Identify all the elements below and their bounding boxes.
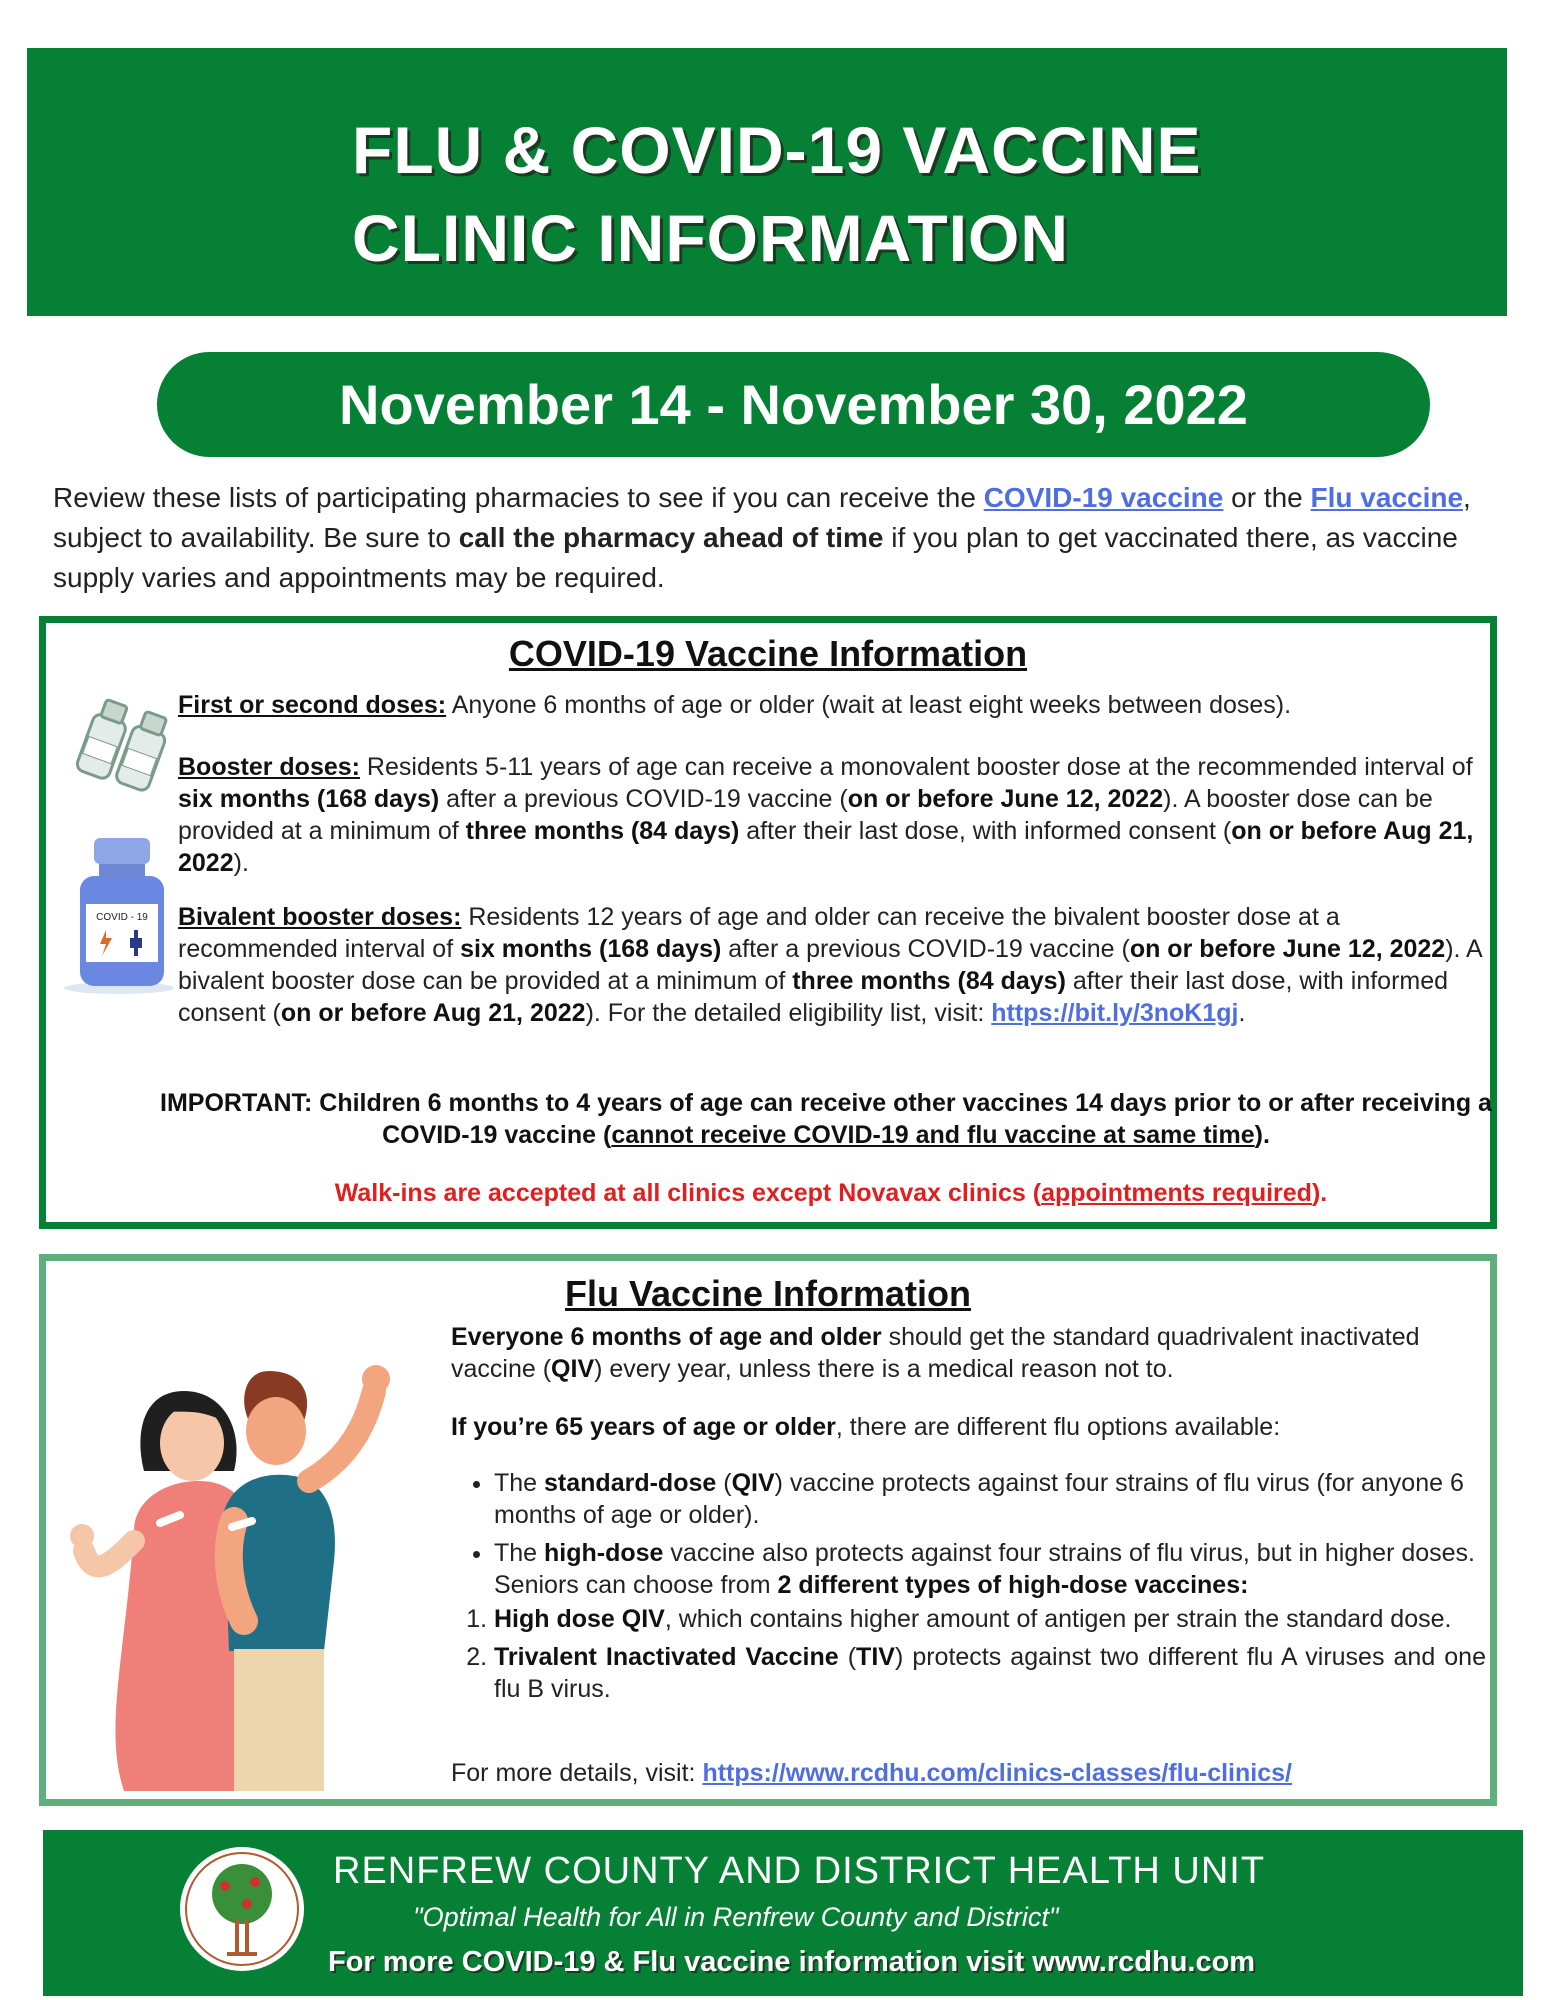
- bottle-label: COVID - 19: [96, 912, 148, 923]
- first-doses-paragraph: First or second doses: Anyone 6 months of age or older (wait at least eight weeks between doses).: [178, 691, 1292, 719]
- flu-options-list: [466, 1467, 1486, 1705]
- health-unit-logo: [177, 1844, 307, 1974]
- flu-65-paragraph: If you’re 65 years of age or older, there are different flu options available:: [451, 1413, 1281, 1441]
- page-title: FLU & COVID-19 VACCINE CLINIC INFORMATION: [352, 113, 1202, 275]
- covid-vaccine-link[interactable]: COVID-19 vaccine: [983, 482, 1224, 513]
- covid-section-title: COVID-19 Vaccine Information: [508, 633, 1028, 674]
- header-banner: [27, 48, 1507, 316]
- flu-section-title: Flu Vaccine Information: [564, 1273, 972, 1314]
- booster-doses-paragraph: Booster doses: Residents 5-11 years of age can receive a monovalent booster dose at the recommended interval of six months (168 days) after a previous COVID-19 vaccine (on or before June 12, 2022). A booster dose can be provided at a minimum of three months (84 days) after their last dose, with informed consent (on or before Aug 21, 2022).: [178, 753, 1474, 877]
- footer-more-info: For more COVID-19 & Flu vaccine information visit www.rcdhu.com: [328, 1946, 1256, 1978]
- flu-vaccine-link[interactable]: Flu vaccine: [1310, 482, 1464, 513]
- footer-banner: [43, 1830, 1523, 1996]
- list-item: • The high-dose vaccine also protects against four strains of flu virus, but in higher doses. Seniors can choose from 2 different types of high-dose vaccines:: [494, 1537, 1486, 1601]
- list-item: 1. High dose QIV, which contains higher amount of antigen per strain the standard dose.: [494, 1603, 1486, 1635]
- list-item: 2. Trivalent Inactivated Vaccine (TIV) protects against two different flu A viruses and one flu B virus.: [494, 1641, 1486, 1705]
- walk-in-notice: Walk-ins are accepted at all clinics except Novavax clinics (appointments required).: [334, 1179, 1328, 1207]
- bivalent-doses-paragraph: Bivalent booster doses: Residents 12 years of age and older can receive the bivalent booster dose at a recommended interval of six months (168 days) after a previous COVID-19 vaccine (on or before June 12, 2022). A bivalent booster dose can be provided at a minimum of three months (84 days) after their last dose, with informed consent (on or before Aug 21, 2022). For the detailed eligibility list, visit: https://bit.ly/3noK1gj.: [178, 903, 1482, 1027]
- flu-info-box: [39, 1254, 1497, 1806]
- eligibility-link[interactable]: https://bit.ly/3noK1gj: [991, 999, 1239, 1027]
- flu-clinics-link[interactable]: https://www.rcdhu.com/clinics-classes/flu-clinics/: [702, 1759, 1292, 1787]
- vaccinated-people-illustration: [64, 1331, 444, 1801]
- date-range-banner: November 14 - November 30, 2022: [157, 352, 1430, 457]
- covid-bottle-icon: [64, 838, 184, 998]
- flu-more-details: For more details, visit: https://www.rcdhu.com/clinics-classes/flu-clinics/: [451, 1759, 1292, 1787]
- important-notice: IMPORTANT: Children 6 months to 4 years of age can receive other vaccines 14 days prior to or after receiving a COVID-19 vaccine (cannot receive COVID-19 and flu vaccine at same time).: [160, 1089, 1492, 1149]
- organization-tagline: "Optimal Health for All in Renfrew County and District": [413, 1902, 1059, 1932]
- covid-info-box: [39, 616, 1497, 1229]
- vaccine-vials-icon: [64, 687, 174, 797]
- organization-name: RENFREW COUNTY AND DISTRICT HEALTH UNIT: [333, 1850, 1266, 1892]
- list-item: • The standard-dose (QIV) vaccine protects against four strains of flu virus (for anyone 6 months of age or older).: [494, 1467, 1486, 1531]
- intro-paragraph: Review these lists of participating pharmacies to see if you can receive the COVID-19 vaccine or the Flu vaccine, subject to availability. Be sure to call the pharmacy ahead of time if you plan to get vaccinated there, as vaccine supply varies and appointments may be required.: [53, 482, 1471, 593]
- flu-everyone-paragraph: Everyone 6 months of age and older should get the standard quadrivalent inactivated vaccine (QIV) every year, unless there is a medical reason not to.: [451, 1323, 1420, 1383]
